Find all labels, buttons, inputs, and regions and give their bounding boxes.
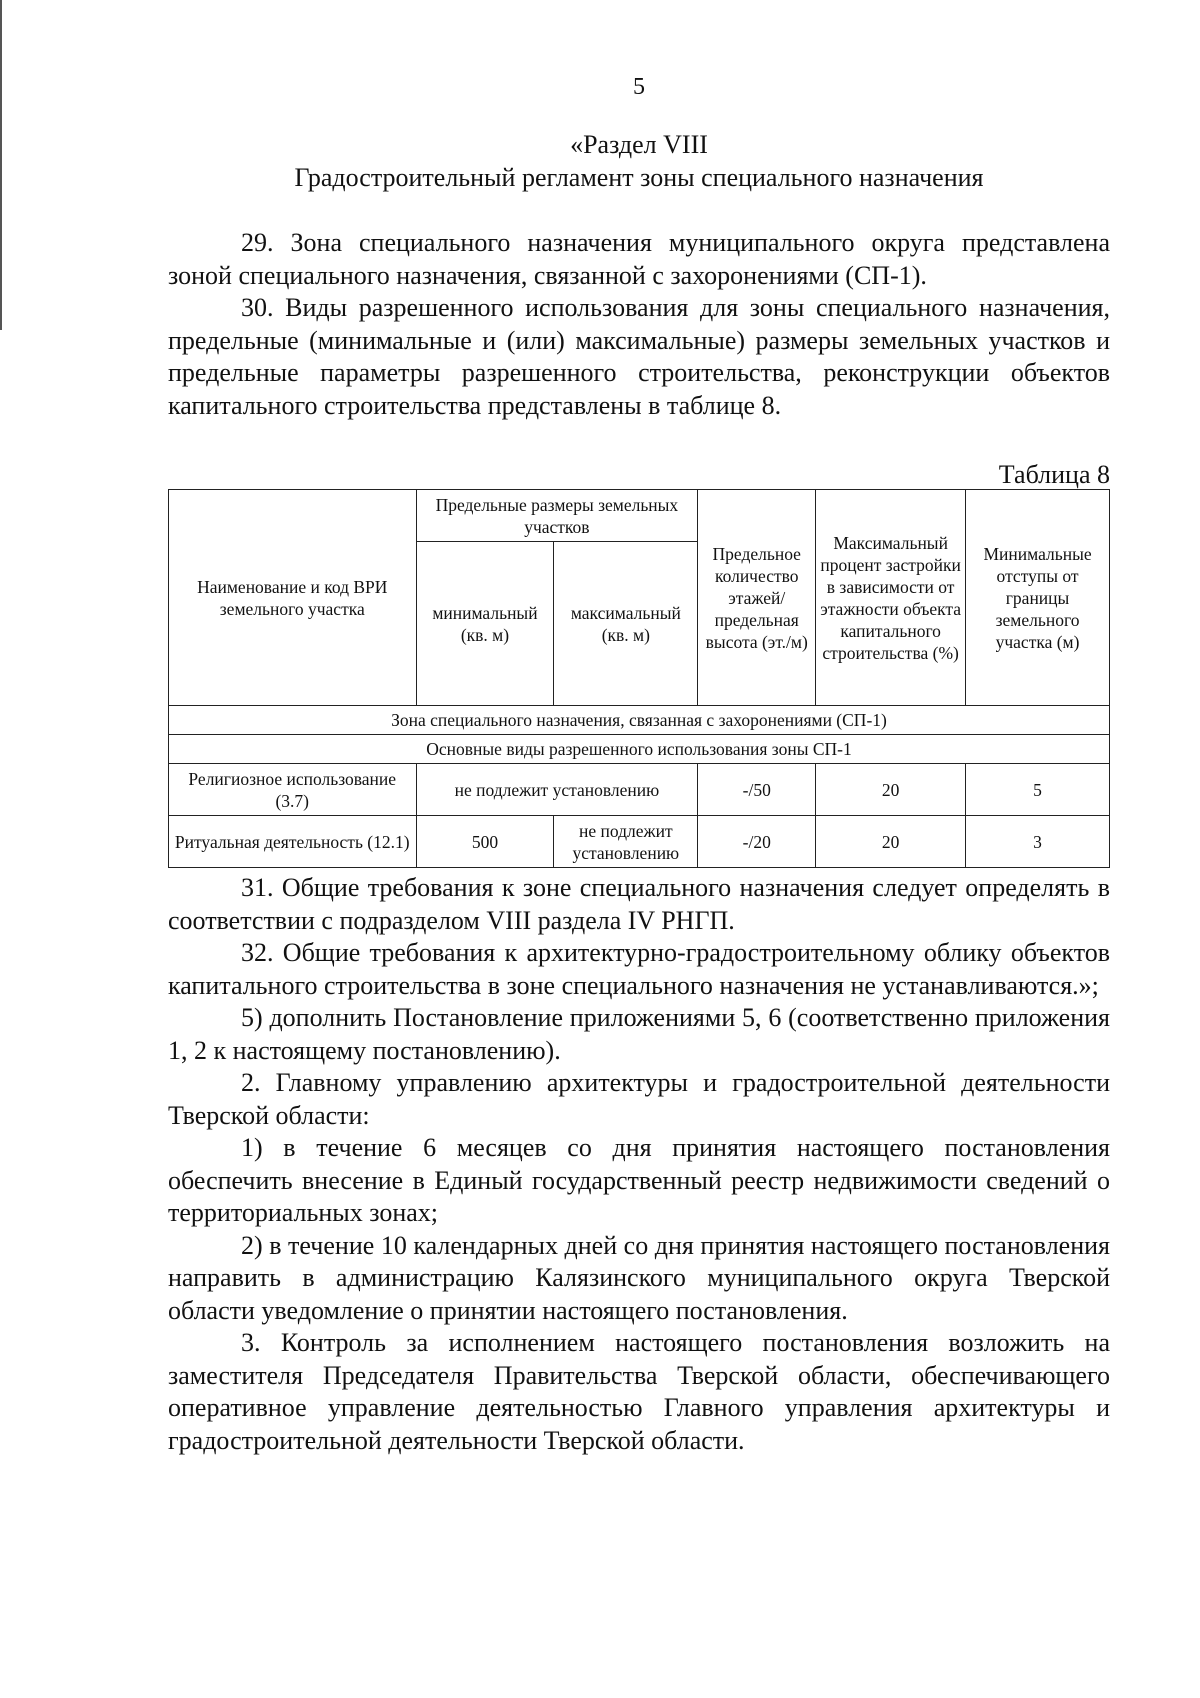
header-name: Наименование и код ВРИ земельного участка [169,490,417,706]
header-min: минимальный (кв. м) [416,542,554,706]
row2-max: не подлежит установлению [554,816,698,868]
row2-name: Ритуальная деятельность (12.1) [169,816,417,868]
row1-size: не подлежит установлению [416,764,698,816]
table-row [169,816,1110,868]
section-heading: «Раздел VIII [570,130,708,159]
header-max: максимальный (кв. м) [554,542,698,706]
row1-setback: 5 [966,764,1110,816]
paragraph-3: 3. Контроль за исполнением настоящего постановления возложить на заместителя Председателя Правительства Тверской области, обеспечивающего оперативное управление деятельностью Главного управления архитектуры и градостроительной деятельности Тверской области. [168,1328,1110,1455]
row2-min: 500 [416,816,554,868]
group-row: Основные виды разрешенного использования зоны СП-1 [169,735,1110,764]
page-number: 5 [633,74,645,100]
row1-name: Религиозное использование (3.7) [169,764,417,816]
paragraph-30: 30. Виды разрешенного использования для зоны специального назначения, предельные (минимальные и (или) максимальные) размеры земельных участков и предельные параметры разрешенного строительства, реконструкции объектов капитального строительства представлены в таблице 8. [168,293,1110,420]
paragraph-2: 2. Главному управлению архитектуры и градостроительной деятельности Тверской области: [168,1068,1110,1130]
table-row [169,764,1110,816]
paragraph-item-5: 5) дополнить Постановление приложениями 5, 6 (соответственно приложения 1, 2 к настоящему постановлению). [168,1003,1110,1065]
header-floors: Предельное количество этажей/ предельная высота (эт./м) [698,490,816,706]
header-setback: Минимальные отступы от границы земельного участка (м) [966,490,1110,706]
header-size-group: Предельные размеры земельных участков [416,490,698,542]
paragraph-2-2: 2) в течение 10 календарных дней со дня принятия настоящего постановления направить в администрацию Калязинского муниципального округа Тверской области уведомление о принятии настоящего постановления. [168,1230,1110,1325]
intro-paragraphs [168,227,1110,422]
table-caption: Таблица 8 [998,460,1110,489]
row1-coverage: 20 [816,764,966,816]
page-edge-line [0,0,2,330]
header-coverage: Максимальный процент застройки в зависимости от этажности объекта капитального строительства (%) [816,490,966,706]
closing-paragraphs [168,872,1110,1457]
section-title: Градостроительный регламент зоны специального назначения [294,163,984,192]
paragraph-32: 32. Общие требования к архитектурно-градостроительному облику объектов капитального строительства в зоне специального назначения не устанавливаются.»; [168,938,1110,1000]
row2-floors: -/20 [698,816,816,868]
regulation-table [168,489,1110,868]
row2-coverage: 20 [816,816,966,868]
row1-floors: -/50 [698,764,816,816]
paragraph-2-1: 1) в течение 6 месяцев со дня принятия настоящего постановления обеспечить внесение в Единый государственный реестр недвижимости сведений о территориальных зонах; [168,1133,1110,1227]
zone-row: Зона специального назначения, связанная с захоронениями (СП-1) [169,706,1110,735]
paragraph-29: 29. Зона специального назначения муниципального округа представлена зоной специального назначения, связанной с захоронениями (СП-1). [168,228,1110,290]
row2-setback: 3 [966,816,1110,868]
paragraph-31: 31. Общие требования к зоне специального назначения следует определять в соответствии с подразделом VIII раздела IV РНГП. [168,873,1110,935]
